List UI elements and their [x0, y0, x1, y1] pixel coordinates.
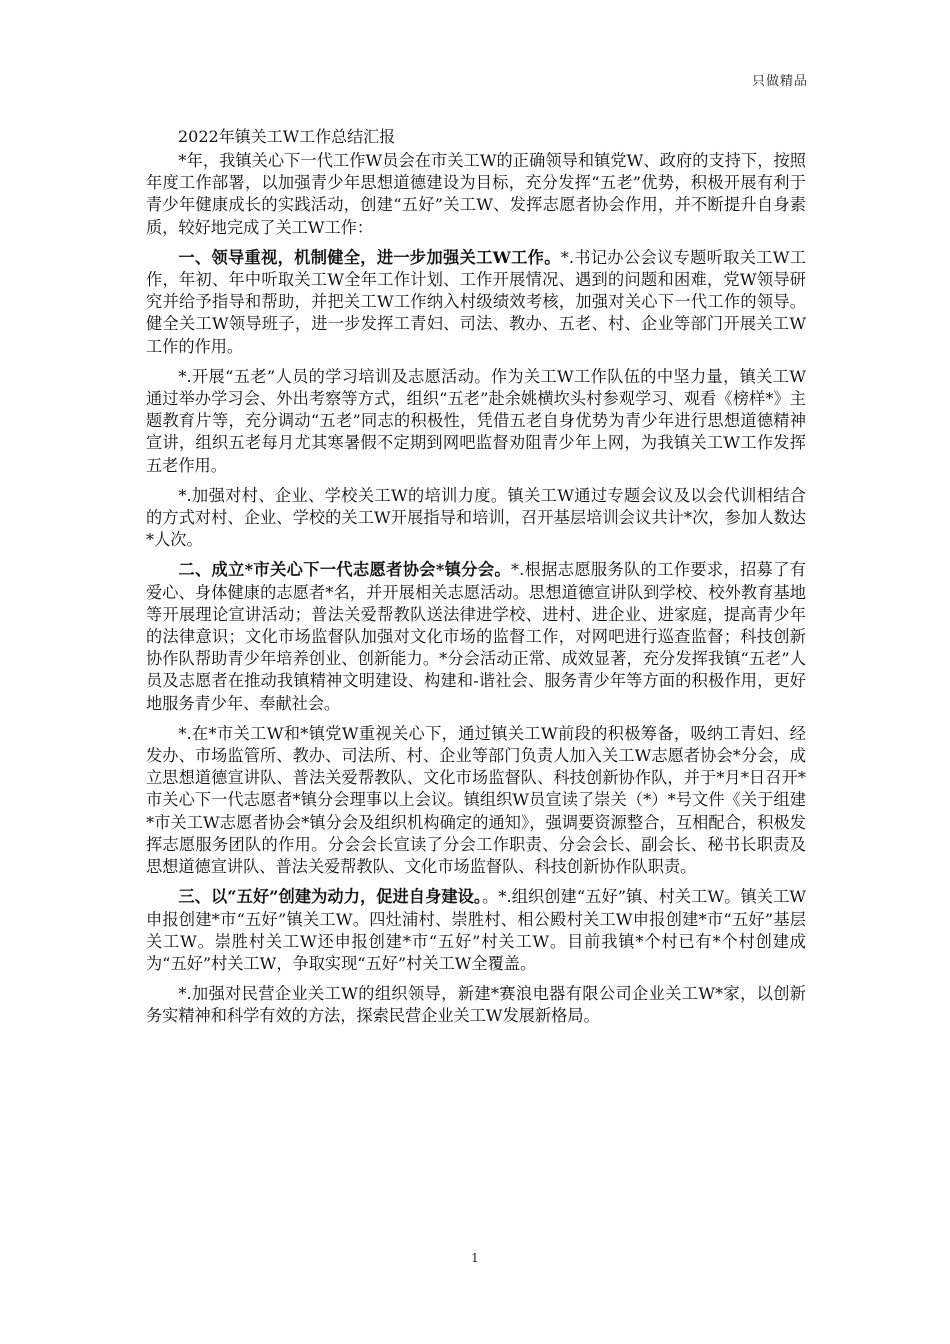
document-body — [146, 126, 806, 1036]
paragraph-text: *.加强对村、企业、学校关工W的培训力度。镇关工W通过专题会议及以会代训相结合的方式对村、企业、学校的关工W开展指导和培训，召开基层培训会议共计*次，参加人数达*人次。 — [146, 485, 806, 550]
document-title: 2022年镇关工W工作总结汇报 — [178, 127, 396, 146]
page-number: 1 — [471, 1251, 479, 1265]
paragraph-section-1 — [146, 247, 806, 358]
paragraph-text: *年，我镇关心下一代工作W员会在市关工W的正确领导和镇党W、政府的支持下，按照年度工作部署，以加强青少年思想道德建设为目标，充分发挥“五老”优势，积极开展有利于青少年健康成长的实践活动，创建“五好”关工W、发挥志愿者协会作用，并不断提升自身素质，较好地完成了关工W工作： — [146, 151, 806, 237]
paragraph-text: *.根据志愿服务队的工作要求，招募了有爱心、身体健康的志愿者*名，并开展相关志愿活动。思想道德宣讲队到学校、校外教育基地等开展理论宣讲活动；普法关爱帮教队送法律进学校、进村、进企业、进家庭，提高青少年的法律意识；文化市场监督队加强对文化市场的监督工作，对网吧进行巡查监督；科技创新协作队帮助青少年培养创业、创新能力。*分会活动正常、成效显著，充分发挥我镇“五老”人员及志愿者在推动我镇精神文明建设、构建和-谐社会、服务青少年等方面的积极作用，更好地服务青少年、奉献社会。 — [146, 560, 806, 713]
paragraph-text: *.在*市关工W和*镇党W重视关心下，通过镇关工W前段的积极筹备，吸纳工青妇、经发办、市场监管所、教办、司法所、村、企业等部门负责人加入关工W志愿者协会*分会，成立思想道德宣讲队、普法关爱帮教队、文化市场监督队、科技创新协作队，并于*月*日召开*市关心下一代志愿者*镇分会理事以上会议。镇组织W员宣读了崇关（*）*号文件《关于组建*市关工W志愿者协会*镇分会及组织机构确定的通知》，强调要资源整合，互相配合，积极发挥志愿服务团队的作用。分会会长宣读了分会工作职责、分会会长、副会长、秘书长职责及思想道德宣讲队、普法关爱帮教队、文化市场监督队、科技创新协作队职责。 — [146, 723, 806, 877]
paragraph-section-1-item-3 — [146, 485, 806, 552]
section-heading-3: 三、以“五好”创建为动力，促进自身建设。 — [178, 887, 483, 907]
paragraph-text: *.书记办公会议专题听取关工W工作，年初、年中听取关工W全年工作计划、工作开展情况、遇到的问题和困难，党W领导研究并给予指导和帮助，并把关工W工作纳入村级绩效考核，加强对关心下一代工作的领导。健全关工W领导班子，进一步发挥工青妇、司法、教办、五老、村、企业等部门开展关工W工作的作用。 — [146, 247, 806, 356]
paragraph-section-2-item-2 — [146, 723, 806, 878]
header-tag: 只做精品 — [751, 74, 808, 89]
paragraph-section-3 — [146, 886, 806, 975]
paragraph-text: 。*.组织创建“五好”镇、村关工W。镇关工W申报创建*市“五好”镇关工W。四灶浦村、崇胜村、相公殿村关工W申报创建*市“五好”基层关工W。崇胜村关工W还申报创建*市“五好”村关工W。目前我镇*个村已有*个村创建成为“五好”村关工W，争取实现“五好”村关工W全覆盖。 — [146, 887, 806, 973]
paragraph-section-1-item-2 — [146, 366, 806, 477]
paragraph-section-2 — [146, 559, 806, 714]
paragraph-text: *.加强对民营企业关工W的组织领导，新建*赛浪电器有限公司企业关工W*家，以创新务实精神和科学有效的方法，探索民营企业关工W发展新格局。 — [146, 984, 806, 1026]
paragraph-intro — [146, 150, 806, 239]
paragraph-section-3-item-2 — [146, 983, 806, 1027]
section-heading-1: 一、领导重视，机制健全，进一步加强关工W工作。 — [178, 247, 561, 267]
section-heading-2: 二、成立*市关心下一代志愿者协会*镇分会。 — [178, 560, 511, 580]
paragraph-text: *.开展“五老”人员的学习培训及志愿活动。作为关工W工作队伍的中坚力量，镇关工W通过举办学习会、外出考察等方式，组织“五老”赴余姚横坎头村参观学习、观看《榜样*》主题教育片等，充分调动“五老”同志的积极性，凭借五老自身优势为青少年进行思想道德精神宣讲，组织五老每月尤其寒暑假不定期到网吧监督劝阻青少年上网，为我镇关工W工作发挥五老作用。 — [146, 366, 806, 475]
